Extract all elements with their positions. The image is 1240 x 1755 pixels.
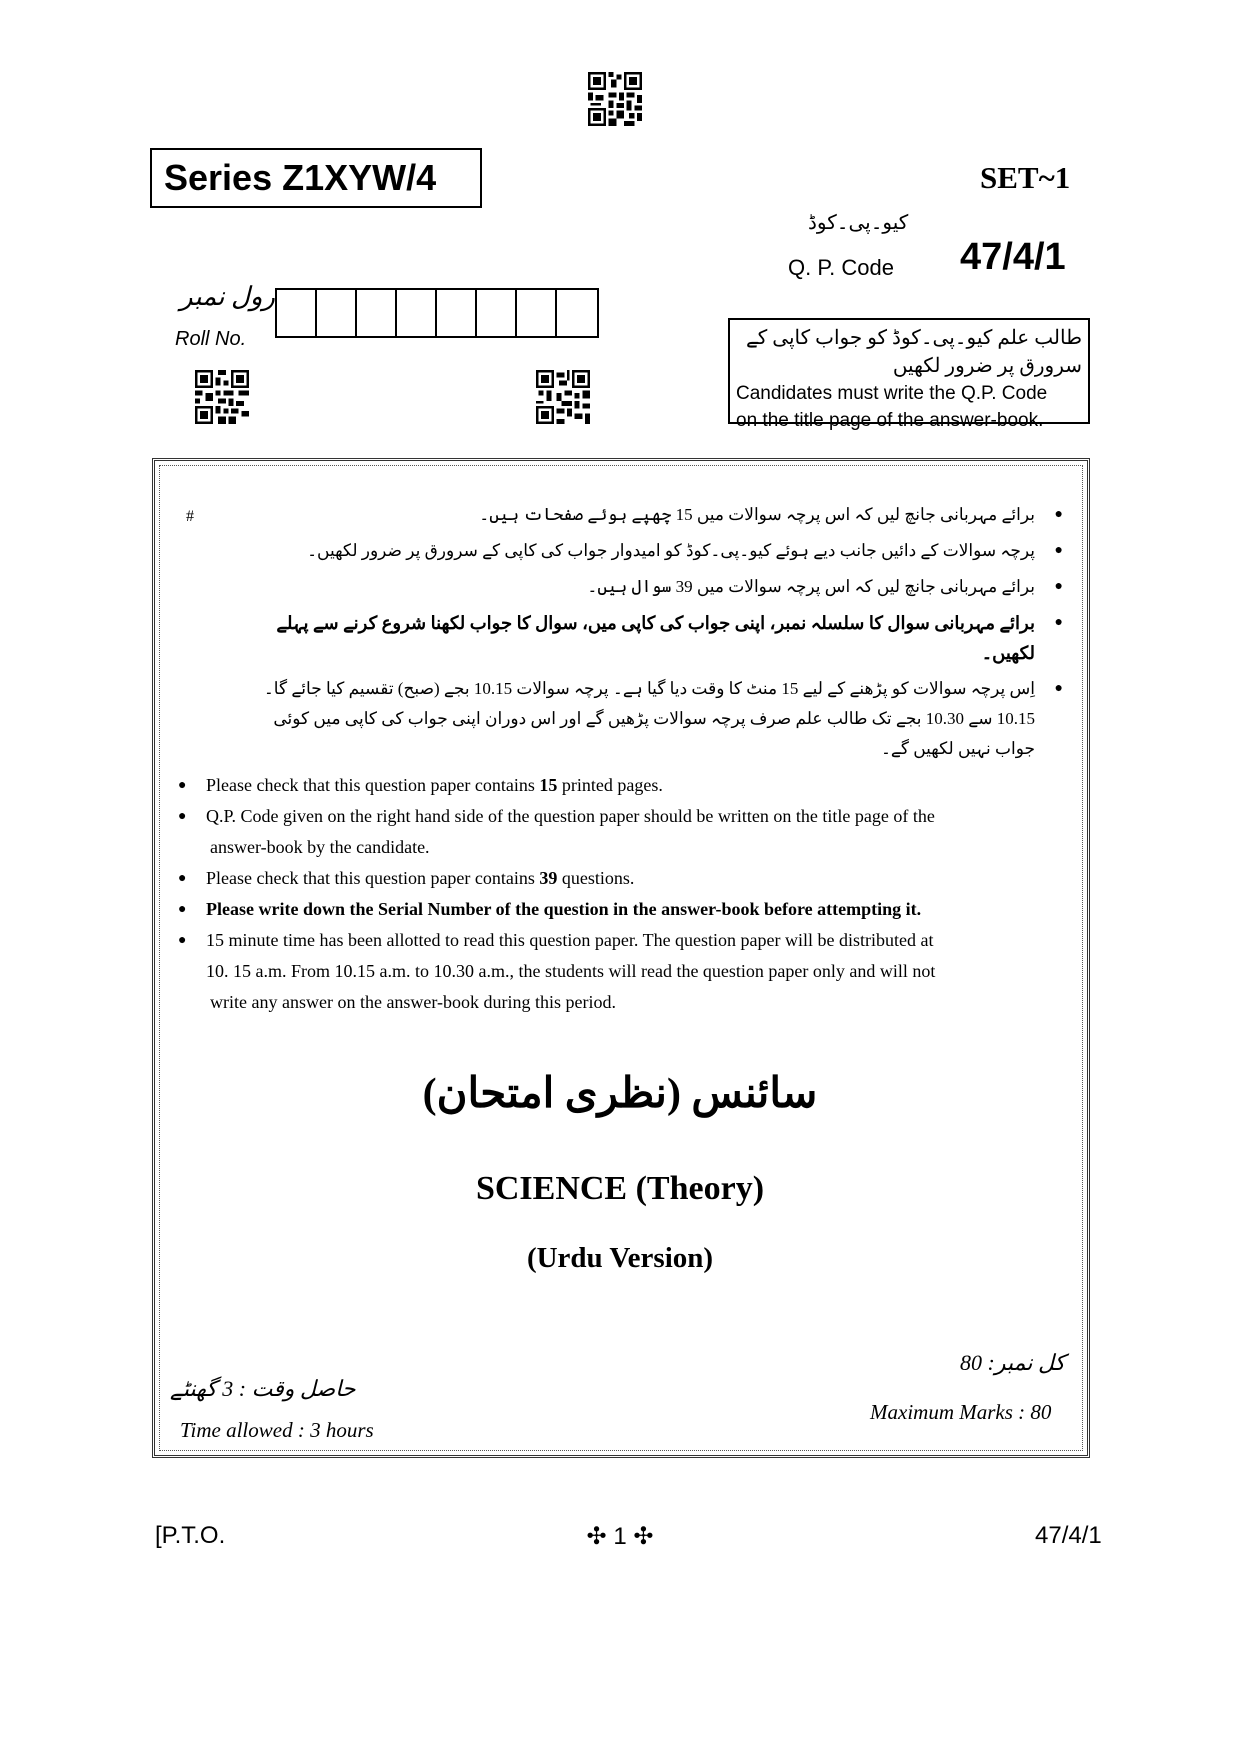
qp-code-value: 47/4/1 [960,236,1066,278]
roll-no-cell[interactable] [277,290,317,336]
question-count: 39 [539,868,558,888]
roll-no-cell[interactable] [517,290,557,336]
qp-code-urdu-label: کیو۔پی۔کوڈ [808,212,909,234]
bullet-icon: ● [1054,681,1063,696]
qr-code-middle [536,370,590,424]
time-allowed-urdu: حاصل وقت : 3 گھنٹے [170,1376,356,1401]
en-instruction-item [172,801,1072,863]
hash-mark: # [186,508,194,525]
candidate-note-box [728,318,1090,431]
urdu-instruction-item [230,572,1075,602]
qp-code-label: Q. P. Code [788,255,894,280]
en-instruction-item [172,863,1072,894]
roll-no-cell[interactable] [357,290,397,336]
urdu-instruction-item [230,500,1075,530]
en-instruction-item [172,894,1072,925]
urdu-instruction-item [230,536,1075,566]
roll-no-cell[interactable] [557,290,597,336]
urdu-instruction-item [230,608,1075,668]
en-instruction-item [172,925,1072,1018]
qr-code-top [588,72,642,126]
bullet-icon: ● [178,902,187,917]
bullet-icon: ● [178,871,187,886]
bullet-icon: ● [178,933,187,948]
qr-code-left [195,370,249,424]
candidate-note-urdu: طالب علم کیو۔پی۔کوڈ کو جواب کاپی کے سرورق پر ضرور لکھیں [746,327,1082,377]
urdu-instruction-text: برائے مہربانی جانچ لیں کہ اس پرچہ سوالات میں 15 چھپے ہوئے صفحات ہیں۔ [479,505,1035,524]
set-label: SET~1 [980,160,1071,195]
bullet-icon: ● [1054,507,1063,522]
instructions-english [172,770,1072,1018]
series-label: Series Z1XYW/4 [150,148,482,208]
en-instruction-text: Please check that this question paper contains [206,868,540,888]
roll-no-urdu-label: رول نمبر [180,282,275,311]
candidate-note-en-line2: on the title page of the answer-book. [736,410,1044,431]
urdu-instruction-text: برائے مہربانی سوال کا سلسلہ نمبر، اپنی جواب کی کاپی میں، سوال کا جواب لکھنا شروع کرنے سے پہلے لکھیں۔ [276,613,1035,663]
en-instruction-text: questions. [557,868,635,888]
bullet-icon: ● [1054,543,1063,558]
bullet-icon: ● [1054,579,1063,594]
roll-no-cell[interactable] [317,290,357,336]
footer-qp-code: 47/4/1 [1035,1522,1102,1549]
subject-version: (Urdu Version) [526,1242,714,1274]
max-marks: Maximum Marks : 80 [870,1400,1052,1424]
page-count: 15 [539,775,558,795]
instructions-urdu [230,500,1075,770]
subject-urdu: سائنس (نظری امتحان) [422,1071,818,1117]
max-marks-urdu: کل نمبر: 80 [960,1350,1066,1375]
en-instruction-text: 10. 15 a.m. From 10.15 a.m. to 10.30 a.m., the students will read the question paper only and will not [206,961,936,981]
candidate-note-en-line1: Candidates must write the Q.P. Code [736,383,1048,404]
time-allowed: Time allowed : 3 hours [180,1418,374,1442]
roll-no-boxes[interactable] [275,288,599,338]
roll-no-cell[interactable] [397,290,437,336]
en-instruction-text: answer-book by the candidate. [210,837,430,857]
urdu-instruction-text: برائے مہربانی جانچ لیں کہ اس پرچہ سوالات میں 39 سوال ہیں۔ [587,577,1035,596]
pto-label: [P.T.O. [155,1522,226,1549]
urdu-instruction-text: پرچہ سوالات کے دائیں جانب دیے ہوئے کیو۔پی۔کوڈ کو امیدوار جواب کی کاپی کے سرورق پر ضرور لکھیں۔ [307,541,1035,560]
en-instruction-text: 15 minute time has been allotted to read this question paper. The question paper will be distributed at [206,930,934,950]
bullet-icon: ● [178,809,187,824]
subject-title: SCIENCE (Theory) [475,1170,765,1207]
urdu-instruction-text: اِس پرچہ سوالات کو پڑھنے کے لیے 15 منٹ کا وقت دیا گیا ہے۔ پرچہ سوالات 10.15 بجے (صبح) تقسیم کیا جائے گا۔ 10.15 سے 10.30 بجے تک طالب علم صرف پرچہ سوالات پڑھیں گے اور اس دوران اپنی جواب کی کاپی میں کوئی جواب نہیں لکھیں گے۔ [263,679,1035,758]
roll-no-cell[interactable] [437,290,477,336]
roll-no-cell[interactable] [477,290,517,336]
en-instruction-text: Please check that this question paper contains [206,775,540,795]
bullet-icon: ● [1054,615,1063,630]
en-instruction-item [172,770,1072,801]
en-instruction-text: printed pages. [557,775,663,795]
bullet-icon: ● [178,778,187,793]
en-instruction-text: write any answer on the answer-book during this period. [210,992,617,1012]
urdu-instruction-item [230,674,1075,764]
page-number: ✣ 1 ✣ [586,1523,654,1550]
en-instruction-text: Q.P. Code given on the right hand side of the question paper should be written on the title page of the [206,806,935,826]
en-instruction-text: Please write down the Serial Number of the question in the answer-book before attempting it. [206,899,922,919]
roll-no-label: Roll No. [175,328,247,350]
